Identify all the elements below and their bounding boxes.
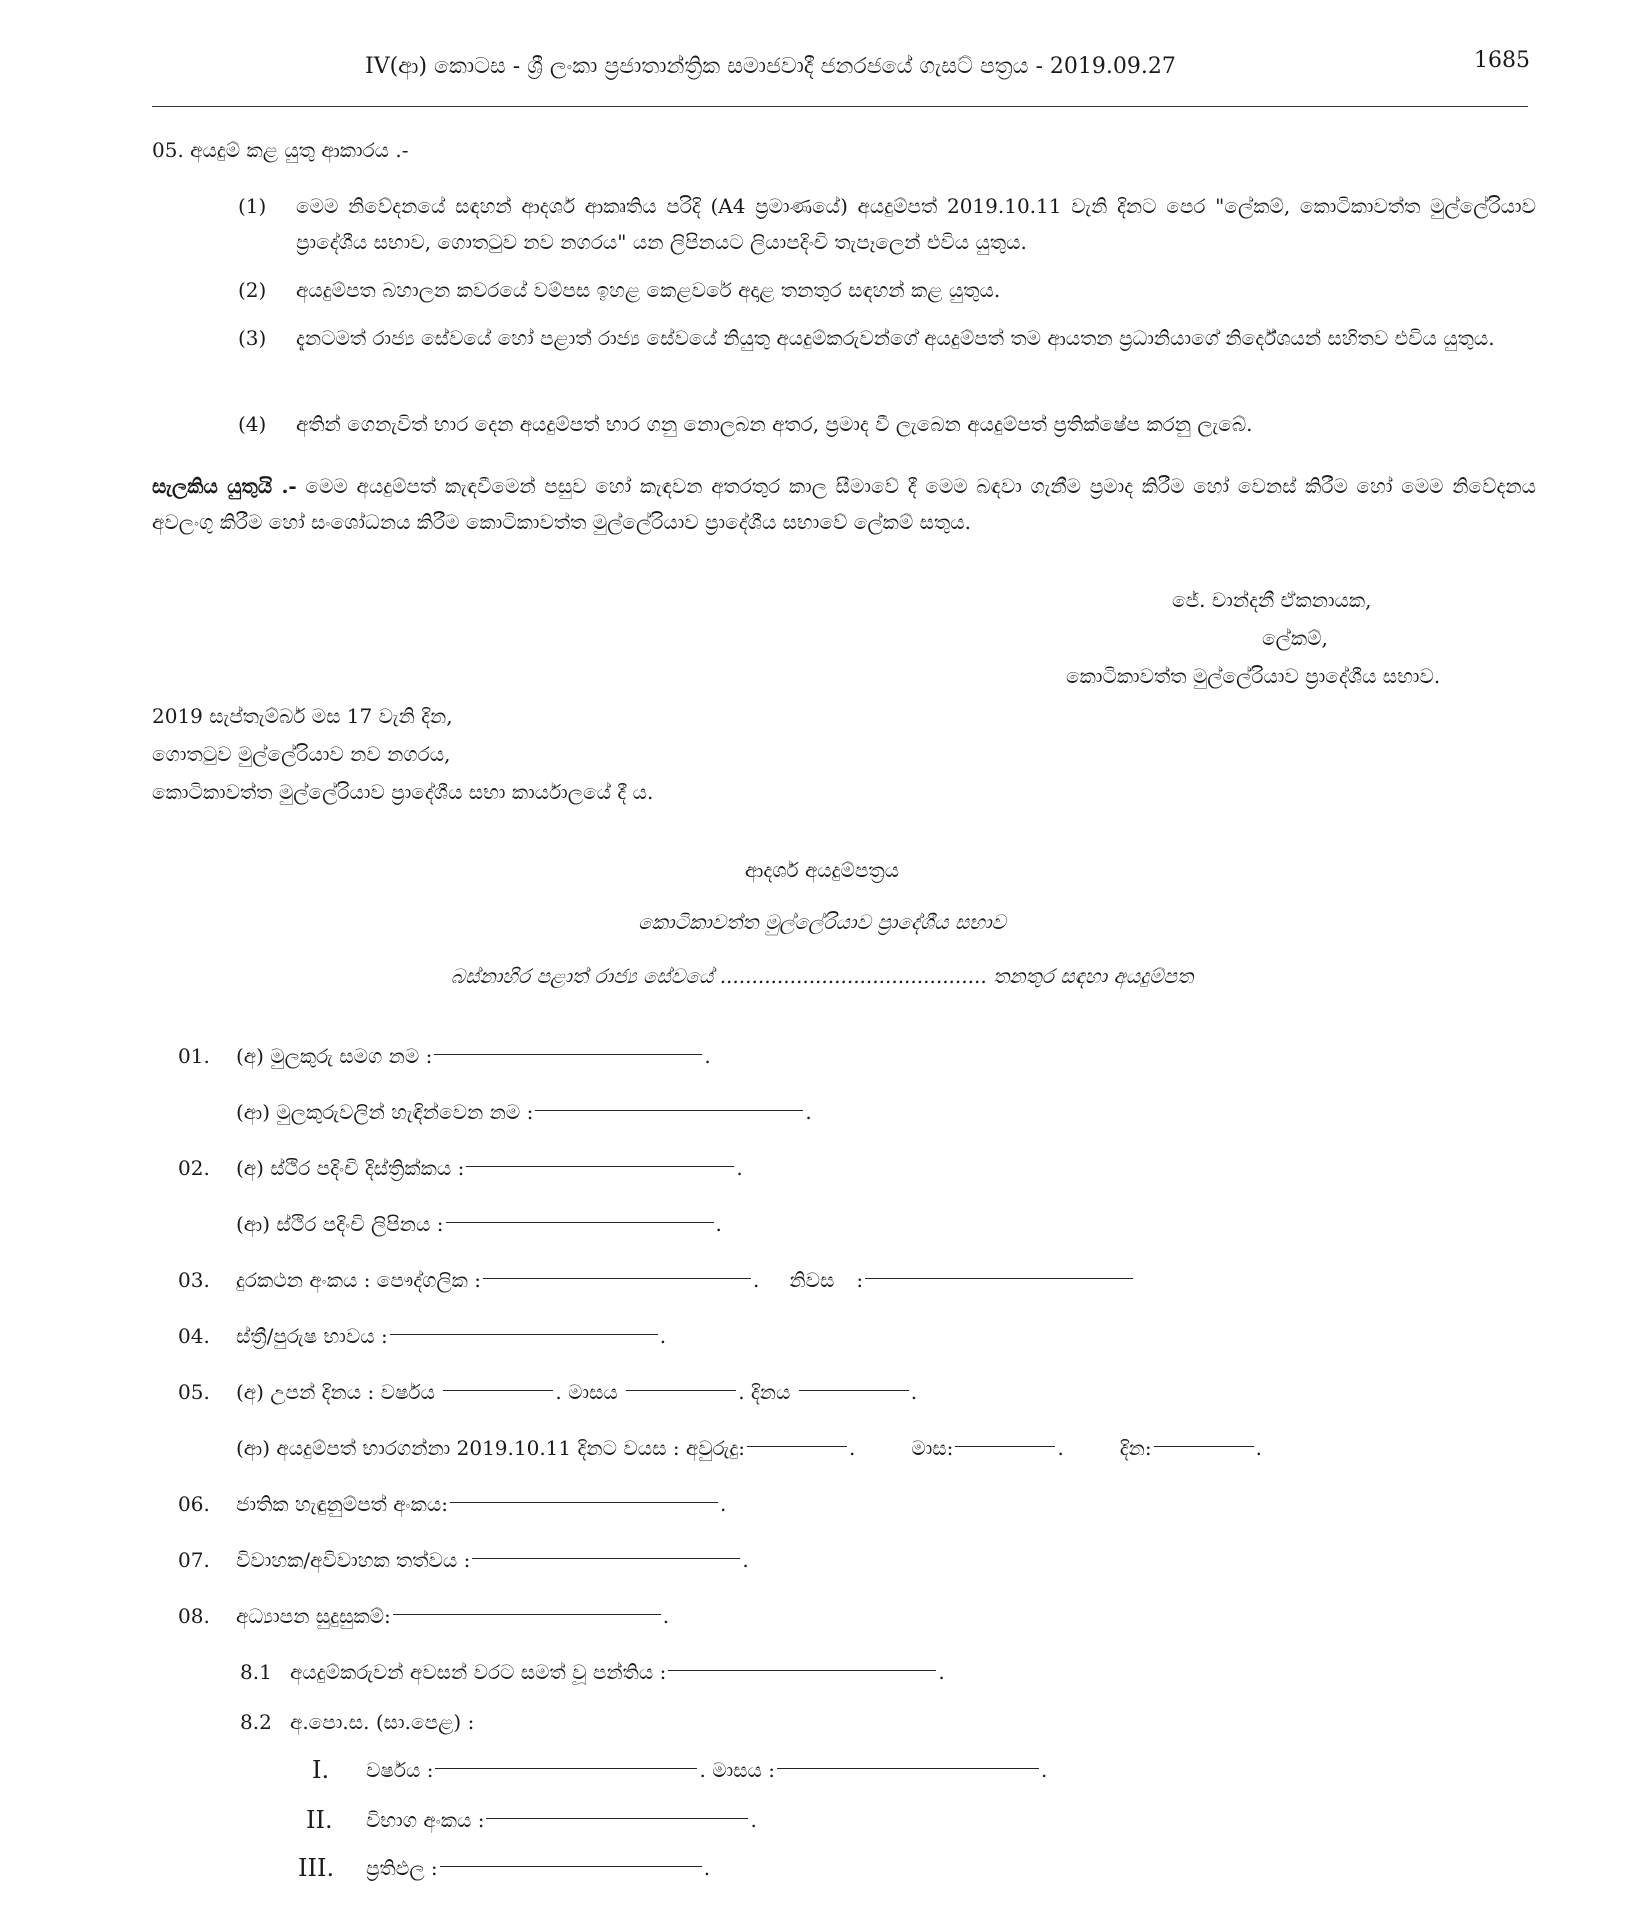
sub-i xyxy=(366,1752,1047,1788)
row-02a-label: (අ) ස්ථිර පදිංචි දිස්ත්‍රික්කය : xyxy=(236,1156,465,1180)
sub-ii-label: විභාග අංකය : xyxy=(366,1808,485,1832)
row-05b-days-label: දින: xyxy=(1119,1436,1152,1460)
signatory-name: ජේ. චාන්දනී ඒකනායක, xyxy=(1172,588,1372,612)
row-05a-month-dot: . xyxy=(738,1380,745,1404)
note-text: මෙම අයදුම්පත් කැඳවීමෙන් පසුව හෝ කැඳවන අතරතුර කාල සීමාවේ දී මෙම බඳවා ගැනීම ප්‍රමාද කිරීම හෝ වෙනස් කිරීම හෝ මෙම නිවේදනය අවලංගු කිරීම හෝ සංශෝධනය කිරීම කොටිකාවත්ත මුල්ලේරියාව ප්‍රාදේශීය සභාවේ ලේකම් සතුය. xyxy=(152,474,1536,534)
sub-iii-blank[interactable] xyxy=(440,1866,702,1867)
gazette-header-title: IV(ආ) කොටස - ශ්‍රී ලංකා ප්‍රජාතාන්ත්‍රික සමාජවාදී ජනරජයේ ගැසට් පත්‍රය - 2019.09.27 xyxy=(365,54,1176,79)
row-01b-dot: . xyxy=(805,1100,812,1124)
row-07 xyxy=(236,1542,749,1578)
row-08-num: 08. xyxy=(178,1604,210,1628)
sub-ii-num: II. xyxy=(306,1806,333,1834)
row-05a-day-blank[interactable] xyxy=(799,1390,909,1391)
form-post-dots: .......................................... xyxy=(719,964,987,988)
row-01b xyxy=(236,1094,812,1130)
row-82-label: අ.පො.ස. (සා.පෙළ) : xyxy=(290,1710,475,1734)
row-03c-colon: : xyxy=(856,1268,864,1292)
row-03b-label: නිවස xyxy=(789,1268,835,1292)
apply-item-2-text: අයදුම්පත බහාලන කවරයේ වම්පස ඉහළ කෙළවරේ අදාළ තනතුර සඳහන් කළ යුතුය. xyxy=(296,278,1001,302)
row-05a-day-dot: . xyxy=(910,1380,918,1404)
row-05a xyxy=(236,1374,917,1410)
apply-item-3-text: දැනටමත් රාජ්‍ය සේවයේ හෝ පළාත් රාජ්‍ය සේවයේ නියුතු අයදුම්කරුවන්ගේ අයදුම්පත් තම ආයතන ප්‍රධානියාගේ නිර්දේශයන් සහිතව එවිය යුතුය. xyxy=(296,326,1495,350)
form-post-before: බස්නාහිර පළාත් රාජ්‍ය සේවයේ xyxy=(450,964,714,988)
row-05b-age-label: (ආ) අයදුම්පත් භාරගන්නා 2019.10.11 දිනට වයස : අවුරුදු: xyxy=(236,1436,745,1460)
row-02b-label: (ආ) ස්ථිර පදිංචි ලිපිනය : xyxy=(236,1212,444,1236)
header-rule xyxy=(152,106,1528,107)
sub-i-year-dot: . xyxy=(699,1758,706,1782)
row-02b xyxy=(236,1206,722,1242)
row-05b-months-label: මාස: xyxy=(911,1436,954,1460)
row-01b-blank[interactable] xyxy=(535,1110,803,1111)
sub-i-year-label: වර්ෂය : xyxy=(366,1758,434,1782)
row-01-num: 01. xyxy=(178,1044,210,1068)
sub-i-year-blank[interactable] xyxy=(435,1768,697,1769)
row-08 xyxy=(236,1598,669,1634)
sub-i-num: I. xyxy=(312,1756,330,1784)
row-02b-dot: . xyxy=(715,1212,722,1236)
sub-i-month-label: මාසය : xyxy=(712,1758,776,1782)
date-line: 2019 සැප්තැම්බර් මස 17 වැනි දින, xyxy=(152,704,453,728)
row-03a-blank[interactable] xyxy=(483,1278,751,1279)
row-82-num: 8.2 xyxy=(240,1710,272,1734)
row-05a-month-blank[interactable] xyxy=(626,1390,736,1391)
row-01a-blank[interactable] xyxy=(434,1054,702,1055)
row-05a-month-label: මාසය xyxy=(568,1380,618,1404)
row-01b-label: (ආ) මුලකුරුවලින් හැඳින්වෙන නම : xyxy=(236,1100,534,1124)
row-05a-day-label: දිනය xyxy=(750,1380,791,1404)
office-line: කොටිකාවත්ත මුල්ලේරියාව ප්‍රාදේශීය සභා කාර්යාලයේ දී ය. xyxy=(152,780,654,804)
row-01a-dot: . xyxy=(704,1044,711,1068)
row-81-blank[interactable] xyxy=(668,1670,936,1671)
place-line: ගොතටුව මුල්ලේරියාව නව නගරය, xyxy=(152,742,451,766)
row-05b-days-dot: . xyxy=(1255,1436,1263,1460)
row-03 xyxy=(236,1262,1135,1298)
row-07-num: 07. xyxy=(178,1548,210,1572)
apply-item-1-num: (1) xyxy=(238,194,267,218)
row-04-label: ස්ත්‍රී/පුරුෂ භාවය : xyxy=(236,1324,388,1348)
row-06-label: ජාතික හැඳුනුම්පත් අංකය: xyxy=(236,1492,448,1516)
sub-iii xyxy=(366,1850,710,1886)
page-number: 1685 xyxy=(1474,48,1530,73)
row-02b-blank[interactable] xyxy=(446,1222,714,1223)
note-paragraph xyxy=(152,468,1536,540)
apply-item-4-text: අතින් ගෙනැවිත් භාර දෙන අයදුම්පත් භාර ගනු නොලබන අතර, ප්‍රමාද වී ලැබෙන අයදුම්පත් ප්‍රතික්ෂේප කරනු ලැබේ. xyxy=(296,412,1253,436)
apply-item-2-num: (2) xyxy=(238,278,267,302)
row-05a-year-dot: . xyxy=(555,1380,562,1404)
row-07-blank[interactable] xyxy=(472,1558,740,1559)
sub-ii-dot: . xyxy=(750,1808,757,1832)
row-06-num: 06. xyxy=(178,1492,210,1516)
row-08-label: අධ්‍යාපන සුදුසුකම්: xyxy=(236,1604,391,1628)
row-06 xyxy=(236,1486,726,1522)
sub-iii-label: ප්‍රතිඵල : xyxy=(366,1856,438,1880)
row-05b-days-blank[interactable] xyxy=(1154,1446,1254,1447)
row-04 xyxy=(236,1318,666,1354)
sub-i-month-dot: . xyxy=(1041,1758,1048,1782)
row-02-num: 02. xyxy=(178,1156,210,1180)
row-07-label: විවාහක/අවිවාහක තත්වය : xyxy=(236,1548,471,1572)
row-05b-months-dot: . xyxy=(1057,1436,1064,1460)
row-03-num: 03. xyxy=(178,1268,210,1292)
row-05a-year-label: (අ) උපන් දිනය : වර්ෂය xyxy=(236,1380,436,1404)
apply-item-1-text: මෙම නිවේදනයේ සඳහන් ආදර්ශ ආකෘතිය පරිදි (A4 ප්‍රමාණයේ) අයදුම්පත් 2019.10.11 වැනි දිනට පෙර "ලේකම්, කොටිකාවත්ත මුල්ලේරියාව ප්‍රාදේශීය සභාව, ගොතටුව නව නගරය" යන ලිපිනයට ලියාපදිංචි තැපෑලෙන් එවිය යුතුය. xyxy=(296,194,1536,254)
row-01a-label: (අ) මුලකුරු සමග නම : xyxy=(236,1044,433,1068)
row-06-dot: . xyxy=(720,1492,727,1516)
sub-ii-blank[interactable] xyxy=(486,1818,748,1819)
form-title: ආදර්ශ අයදුම්පත්‍රය xyxy=(744,858,900,882)
row-05b-years-dot: . xyxy=(848,1436,856,1460)
signatory-office: කොටිකාවත්ත මුල්ලේරියාව ප්‍රාදේශීය සභාව. xyxy=(1066,664,1441,688)
row-04-num: 04. xyxy=(178,1324,210,1348)
row-81-label: අයදුම්කරුවන් අවසන් වරට සමත් වූ පන්තිය : xyxy=(290,1660,667,1684)
form-post-line xyxy=(0,958,1644,994)
row-05b-years-blank[interactable] xyxy=(747,1446,847,1447)
row-81-dot: . xyxy=(938,1660,945,1684)
row-02a xyxy=(236,1150,743,1186)
sub-iii-num: III. xyxy=(298,1854,335,1882)
row-07-dot: . xyxy=(742,1548,749,1572)
apply-item-4-num: (4) xyxy=(238,412,267,436)
sub-ii xyxy=(366,1802,757,1838)
row-03a-dot: . xyxy=(752,1268,760,1292)
signatory-designation: ලේකම්, xyxy=(1262,626,1328,650)
row-05a-year-blank[interactable] xyxy=(443,1390,553,1391)
sub-i-month-blank[interactable] xyxy=(777,1768,1039,1769)
apply-heading: 05. අයදුම් කළ යුතු ආකාරය .- xyxy=(152,138,409,162)
row-06-blank[interactable] xyxy=(450,1502,718,1503)
row-02a-blank[interactable] xyxy=(466,1166,734,1167)
row-05b xyxy=(236,1430,1262,1466)
row-01a xyxy=(236,1038,711,1074)
row-02a-dot: . xyxy=(736,1156,743,1180)
row-05b-months-blank[interactable] xyxy=(955,1446,1055,1447)
row-04-blank[interactable] xyxy=(390,1334,658,1335)
row-05-num: 05. xyxy=(178,1380,210,1404)
apply-item-3-num: (3) xyxy=(238,326,267,350)
row-81-num: 8.1 xyxy=(240,1660,272,1684)
form-subtitle: කොටිකාවත්ත මුල්ලේරියාව ප්‍රාදේශීය සභාව xyxy=(638,910,1006,934)
row-03b-blank[interactable] xyxy=(865,1278,1133,1279)
row-03a-label: දුරකථන අංකය : පෞද්ගලික : xyxy=(236,1268,481,1292)
sub-iii-dot: . xyxy=(703,1856,711,1880)
row-81 xyxy=(290,1654,945,1690)
note-label: සැලකිය යුතුයි .- xyxy=(152,474,297,498)
row-08-blank[interactable] xyxy=(393,1614,661,1615)
row-04-dot: . xyxy=(659,1324,667,1348)
row-08-dot: . xyxy=(662,1604,670,1628)
form-post-after: තනතුර සඳහා අයදුම්පත xyxy=(993,964,1194,988)
